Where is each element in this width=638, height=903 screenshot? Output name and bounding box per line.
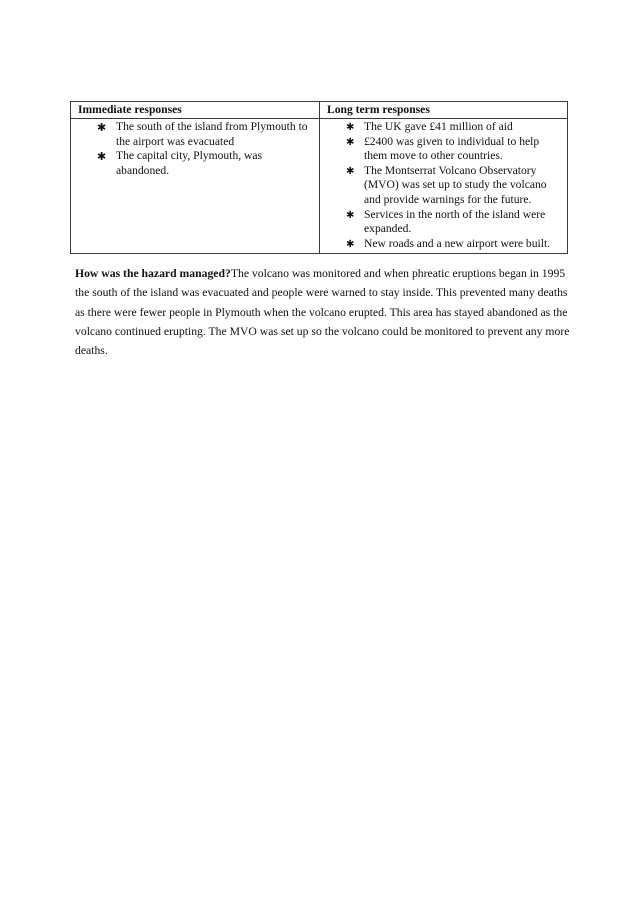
list-item-text: The Montserrat Volcano Observatory (MVO) was set up to study the volcano and provide warnings for the future.	[364, 163, 547, 206]
immediate-responses-cell	[71, 119, 320, 254]
list-item	[320, 120, 563, 135]
asterisk-bullet-icon: ✱	[346, 122, 355, 133]
table-header-row	[71, 102, 568, 119]
list-item	[320, 164, 563, 208]
responses-table	[70, 101, 568, 254]
asterisk-bullet-icon: ✱	[97, 122, 107, 134]
list-item-text: The capital city, Plymouth, was abandoned.	[116, 149, 263, 177]
asterisk-bullet-icon: ✱	[346, 209, 355, 221]
immediate-responses-header: Immediate responses	[71, 102, 320, 119]
list-item-text: The UK gave £41 million of aid	[364, 120, 513, 133]
asterisk-bullet-icon: ✱	[346, 136, 355, 148]
immediate-responses-list	[71, 120, 315, 178]
list-item-text: Services in the north of the island were expanded.	[364, 207, 546, 236]
list-item-text: The south of the island from Plymouth to the airport was evacuated	[116, 120, 308, 148]
paragraph-body: The volcano was monitored and when phreatic eruptions began in 1995 the south of the island was evacuated and people were warned to stay inside. This prevented many deaths as there were fewer people in Plymouth when the volcano erupted. This area has stayed abandoned as the volcano continued erupting. The MVO was set up so the volcano could be monitored to prevent any more deaths.	[75, 267, 570, 358]
list-item	[320, 135, 563, 164]
asterisk-bullet-icon: ✱	[346, 238, 355, 250]
list-item-text: £2400 was given to individual to help them move to other countries.	[364, 134, 540, 163]
asterisk-bullet-icon: ✱	[346, 165, 355, 177]
long-term-responses-cell	[320, 119, 568, 254]
list-item-text: New roads and a new airport were built.	[364, 236, 551, 250]
long-term-responses-header: Long term responses	[320, 102, 568, 119]
asterisk-bullet-icon: ✱	[97, 151, 107, 164]
list-item	[320, 208, 563, 237]
hazard-management-paragraph	[75, 264, 570, 360]
list-item	[320, 237, 563, 252]
long-term-responses-list	[320, 120, 563, 251]
table-row	[71, 119, 568, 254]
paragraph-heading: How was the hazard managed?	[75, 267, 231, 280]
list-item	[71, 120, 315, 149]
list-item	[71, 149, 315, 178]
